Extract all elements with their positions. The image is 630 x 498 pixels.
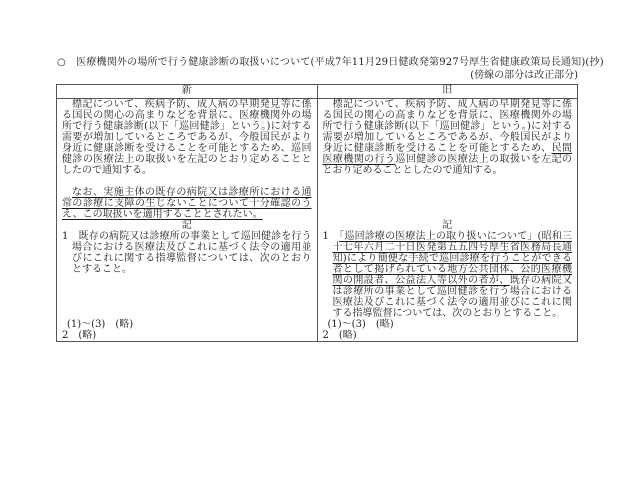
new-item1-paragraph — [62, 231, 312, 275]
revision-marker-note: (傍線の部分は改正部分) — [470, 70, 578, 81]
old-item1-underlined: 「巡回診療の医療法上の取り扱いについて」(昭和三十七年六月二十日医発第五五四号厚生省医務局長通知)により簡便な手続で巡回診療を行うことができる者として掲げられている地方公共団体、公的医療機関の開設者、公益法人等以外の者が、 — [332, 231, 572, 286]
new-ki-heading: 記 — [181, 220, 192, 231]
old-item2: 2 (略) — [322, 330, 357, 341]
new-column-header: 新 — [57, 85, 318, 99]
new-ki-cell — [57, 220, 318, 231]
ki-heading-row — [57, 220, 578, 231]
old-item1-paragraph — [323, 231, 573, 319]
old-items-omitted-cell — [317, 319, 578, 330]
intro-row — [57, 99, 578, 221]
old-items-omitted: (1)～(3) (略) — [327, 319, 394, 330]
old-item1-rest: 既存の病院又は診療所の事業として巡回健診を行う場合における医療法及びこれに基づく法令の適用並びにこれに関する指導監督については、次のとおりとすること。 — [332, 275, 573, 319]
header-row — [57, 85, 578, 99]
old-intro-after: 巡回健診の医療法上の取扱いを左記のとおり定めることとしたので通知する。 — [322, 154, 573, 176]
new-item1-text: 既存の病院又は診療所の事業として巡回健診を行う場合における医療法及びこれに基づく法令の適用並びにこれに関する指導監督については、次のとおりとすること。 — [72, 231, 312, 275]
comparison-table — [56, 84, 578, 342]
old-item1-number: 1 — [322, 231, 340, 242]
old-ki-cell — [317, 220, 578, 231]
new-intro-text: 標記について、疾病予防、成人病の早期発見等に係る国民の関心の高まりなどを背景に、医療機関外の場所で行う健康診断(以下「巡回健診」という。)に対する需要が増加しているところであるが、今般国民がより身近に健康診断を受けることを可能とするため、巡回健診の医療法上の取扱いを左記のとおり定めることとしたので通知する。 — [62, 99, 312, 176]
item2-row — [57, 330, 578, 342]
new-items-omitted: (1)～(3) (略) — [67, 319, 134, 330]
old-intro-paragraph — [323, 99, 573, 176]
new-item2: 2 (略) — [62, 330, 97, 341]
new-items-omitted-cell — [57, 319, 318, 330]
items-omitted-row — [57, 319, 578, 330]
new-added-note-paragraph — [62, 187, 312, 220]
new-intro-paragraph — [62, 99, 312, 176]
old-intro-underlined: 民間医療機関の行う — [322, 143, 572, 165]
document-title: ○ 医療機関外の場所で行う健康診断の取扱いについて(平成7年11月29日健政発第927号厚生省健康政策局長通知)(抄) — [57, 57, 604, 68]
new-intro-cell — [57, 99, 318, 221]
new-item2-cell — [57, 330, 318, 342]
new-added-note-underlined: なお、実施主体の既存の病院又は診療所における通常の診療に支障の生じないことについて十分確認のうえ、この取扱いを適用することとされたい。 — [62, 187, 312, 220]
old-intro-cell — [317, 99, 578, 221]
old-item1-cell — [317, 231, 578, 319]
old-intro-before: 標記について、疾病予防、成人病の早期発見等に係る国民の関心の高まりなどを背景に、医療機関外の場所で行う健康診断(以下「巡回健診」という。)に対する需要が増加しているところであるが、今般国民がより身近に健康診断を受けることを可能とするため、 — [322, 99, 572, 154]
new-item1-number: 1 — [62, 231, 79, 242]
old-column-header: 旧 — [317, 85, 578, 99]
old-ki-heading: 記 — [442, 220, 453, 231]
old-item2-cell — [317, 330, 578, 342]
new-item1-cell — [57, 231, 318, 319]
item1-row — [57, 231, 578, 319]
